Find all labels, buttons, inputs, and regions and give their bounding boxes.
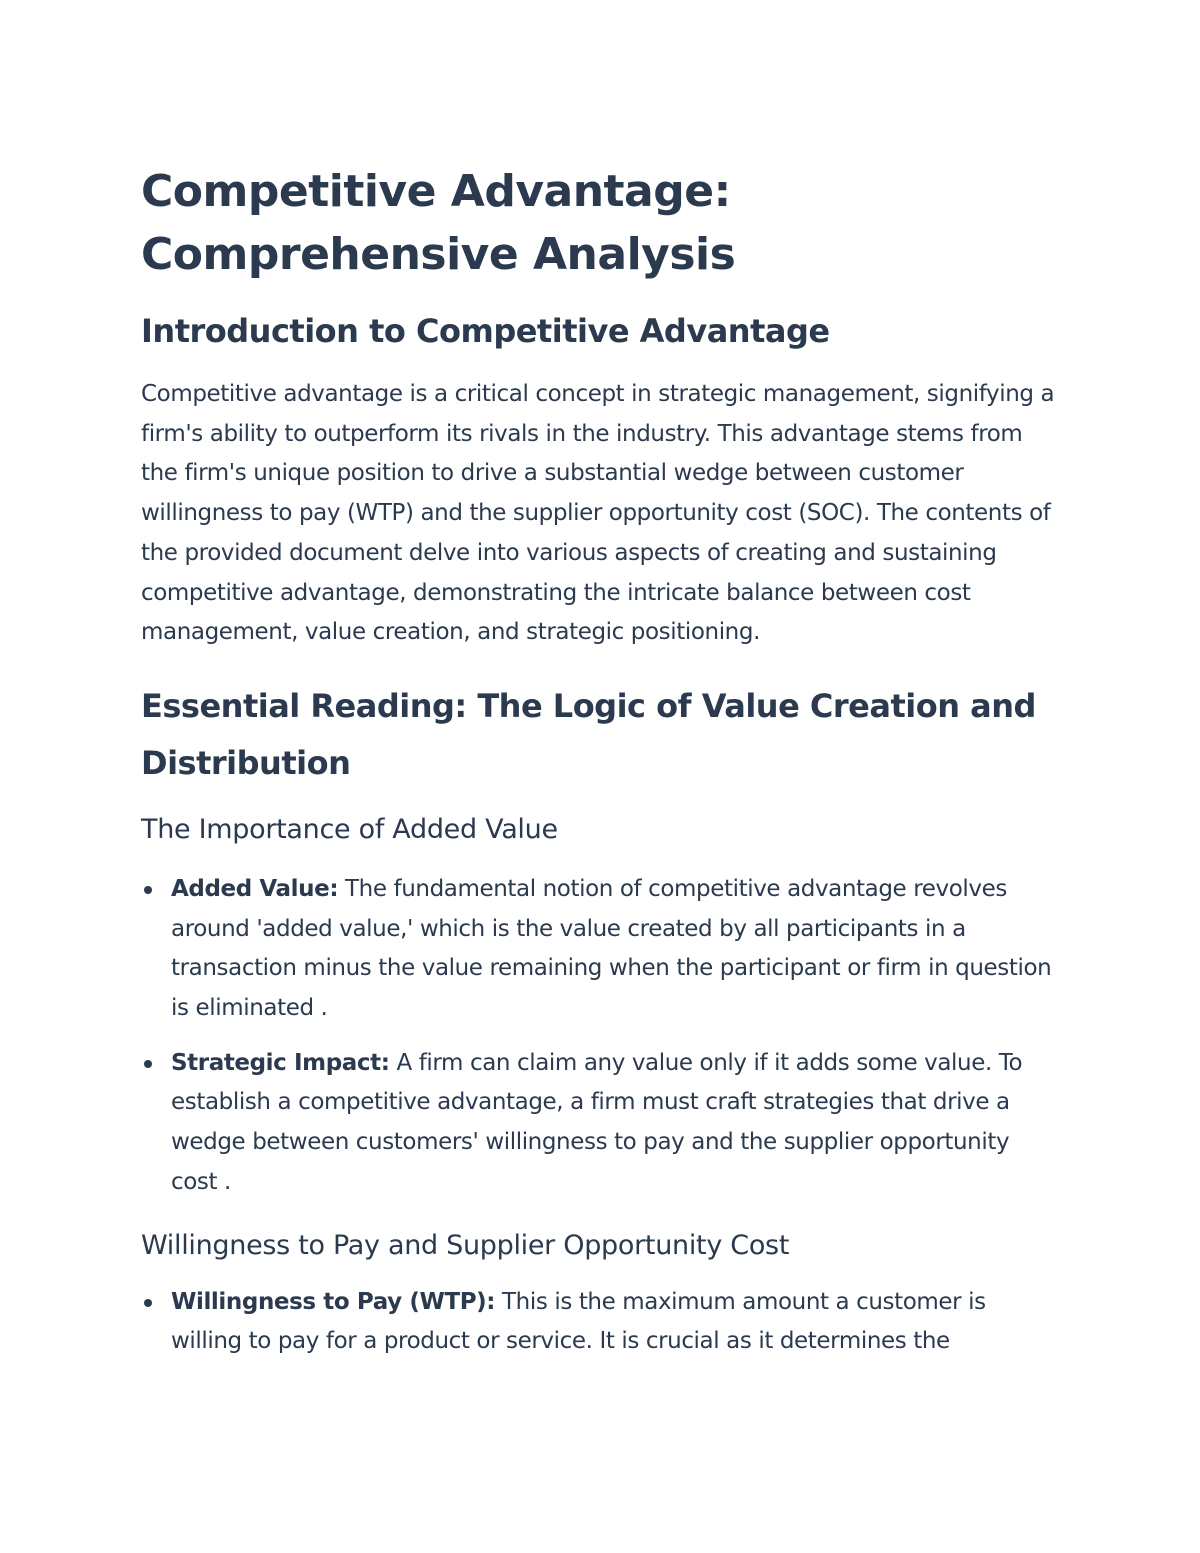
added-value-list	[141, 870, 1061, 1203]
list-item-term: Strategic Impact:	[171, 1049, 390, 1076]
title-line-1: Competitive Advantage:	[141, 166, 731, 217]
list-item-text: The fundamental notion of competitive advantage revolves around 'added value,' which is the value created by all participants in a transaction minus the value remaining when the participant or firm in question is eliminated .	[171, 875, 1052, 1022]
document-page	[141, 160, 1061, 1362]
list-item-term: Willingness to Pay (WTP):	[171, 1288, 496, 1315]
list-item-term: Added Value:	[171, 875, 339, 902]
list-item-text: This is the maximum amount a customer is willing to pay for a product or service. It is crucial as it determines the	[171, 1288, 986, 1355]
essential-reading-heading: Essential Reading: The Logic of Value Creation and Distribution	[141, 686, 1036, 782]
list-item	[141, 870, 1061, 1029]
document-title	[141, 160, 1061, 286]
intro-heading: Introduction to Competitive Advantage	[141, 312, 830, 350]
subsection-heading-wtp-soc: Willingness to Pay and Supplier Opportunity Cost	[141, 1229, 790, 1261]
bullet-icon	[144, 886, 152, 894]
wtp-soc-list	[141, 1283, 1061, 1362]
intro-paragraph: Competitive advantage is a critical concept in strategic management, signifying a firm's ability to outperform its rivals in the industry. This advantage stems from the firm's unique position to drive a substantial wedge between customer willingness to pay (WTP) and the supplier opportunity cost (SOC). The contents of the provided document delve into various aspects of creating and sustaining competitive advantage, demonstrating the intricate balance between cost management, value creation, and strategic positioning.	[141, 381, 1055, 646]
title-line-2: Comprehensive Analysis	[141, 229, 736, 280]
bullet-icon	[144, 1299, 152, 1307]
list-item-text: A firm can claim any value only if it adds some value. To establish a competitive advantage, a firm must craft strategies that drive a wedge between customers' willingness to pay and the supplier opportunity cost .	[171, 1049, 1023, 1195]
list-item	[141, 1044, 1061, 1203]
bullet-icon	[144, 1060, 152, 1068]
subsection-heading-added-value: The Importance of Added Value	[141, 813, 558, 845]
list-item	[141, 1283, 1061, 1362]
